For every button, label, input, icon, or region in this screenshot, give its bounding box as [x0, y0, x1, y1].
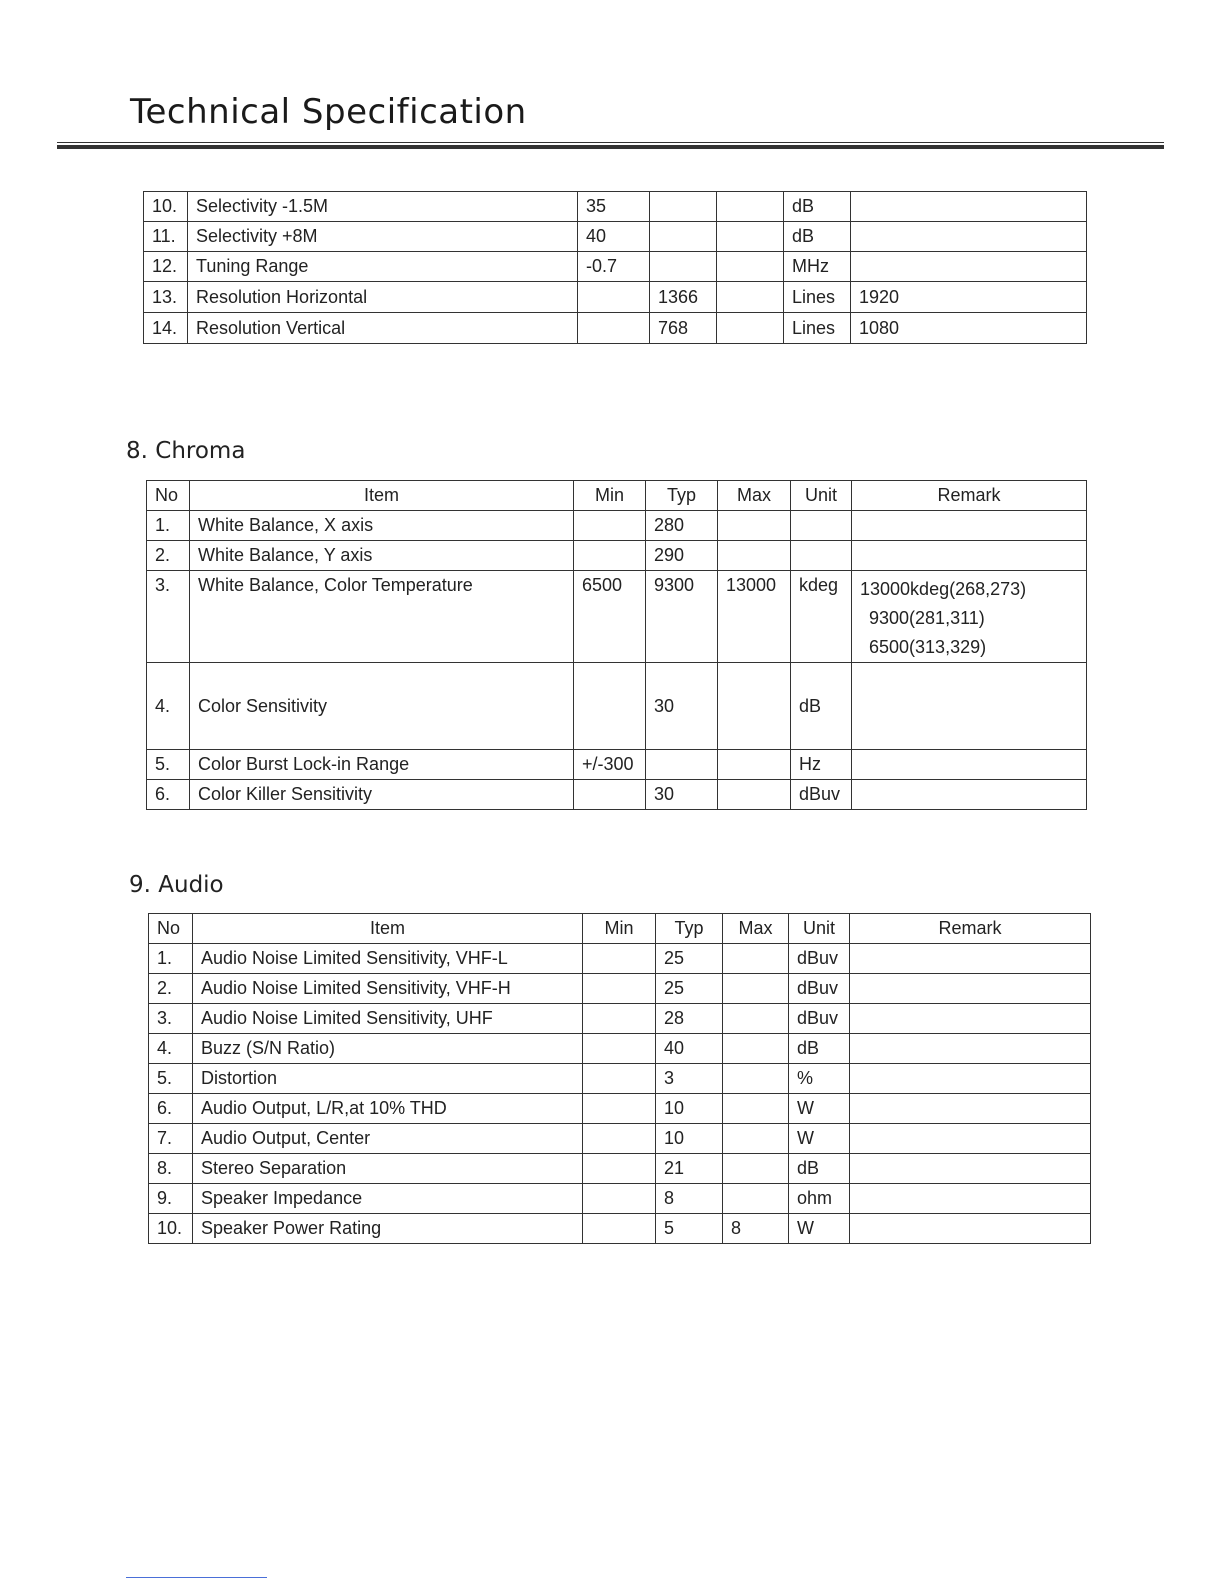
cell-remark: [852, 750, 1087, 780]
cell-max: [717, 192, 784, 222]
cell-item: Audio Noise Limited Sensitivity, VHF-H: [193, 974, 583, 1004]
page-title: Technical Specification: [130, 92, 527, 132]
cell-min: [574, 541, 646, 571]
column-header-no: No: [149, 914, 193, 944]
header-divider-thick: [57, 145, 1164, 149]
cell-unit: [791, 541, 852, 571]
cell-unit: dB: [784, 222, 851, 252]
table-row: [149, 1034, 1091, 1064]
cell-max: [718, 750, 791, 780]
cell-typ: [646, 750, 718, 780]
cell-min: [583, 1064, 656, 1094]
table-row: [144, 282, 1087, 313]
cell-min: -0.7: [578, 252, 650, 282]
header-divider-thin: [57, 142, 1164, 143]
cell-min: [578, 282, 650, 313]
cell-typ: 40: [656, 1034, 723, 1064]
video-spec-table: [143, 191, 1087, 344]
cell-typ: 280: [646, 511, 718, 541]
cell-typ: 768: [650, 313, 717, 344]
cell-min: [583, 1094, 656, 1124]
cell-unit: Lines: [784, 282, 851, 313]
table-row: [144, 313, 1087, 344]
column-header-typ: Typ: [656, 914, 723, 944]
cell-unit: Lines: [784, 313, 851, 344]
cell-remark: [850, 1094, 1091, 1124]
column-header-typ: Typ: [646, 481, 718, 511]
cell-min: [574, 780, 646, 810]
cell-remark: [850, 944, 1091, 974]
cell-item: Resolution Vertical: [188, 313, 578, 344]
cell-no: 8.: [149, 1154, 193, 1184]
cell-no: 6.: [147, 780, 190, 810]
cell-min: [574, 663, 646, 750]
table-row: [149, 1004, 1091, 1034]
chroma-table: [146, 480, 1087, 810]
cell-item: White Balance, Color Temperature: [190, 571, 574, 663]
cell-min: 35: [578, 192, 650, 222]
cell-max: [723, 1094, 789, 1124]
cell-max: [723, 1124, 789, 1154]
cell-remark: [851, 222, 1087, 252]
cell-typ: [650, 192, 717, 222]
cell-max: [723, 1184, 789, 1214]
cell-no: 4.: [149, 1034, 193, 1064]
cell-max: [718, 663, 791, 750]
cell-unit: W: [789, 1124, 850, 1154]
column-header-no: No: [147, 481, 190, 511]
cell-typ: 25: [656, 974, 723, 1004]
table-row: [149, 1094, 1091, 1124]
cell-remark: [851, 192, 1087, 222]
cell-typ: 10: [656, 1124, 723, 1154]
cell-remark: [852, 571, 1087, 663]
cell-typ: 3: [656, 1064, 723, 1094]
cell-typ: 30: [646, 780, 718, 810]
cell-item: Color Burst Lock-in Range: [190, 750, 574, 780]
cell-remark: [852, 541, 1087, 571]
cell-unit: dB: [784, 192, 851, 222]
column-header-unit: Unit: [789, 914, 850, 944]
cell-item: Selectivity +8M: [188, 222, 578, 252]
cell-remark: [850, 1124, 1091, 1154]
cell-remark: [850, 1154, 1091, 1184]
cell-max: [723, 974, 789, 1004]
cell-max: [717, 313, 784, 344]
cell-item: Audio Noise Limited Sensitivity, UHF: [193, 1004, 583, 1034]
column-header-min: Min: [574, 481, 646, 511]
table-row: [149, 1154, 1091, 1184]
section-heading-chroma: 8. Chroma: [126, 438, 246, 464]
cell-remark: [850, 1064, 1091, 1094]
cell-item: Color Killer Sensitivity: [190, 780, 574, 810]
cell-remark: [850, 1004, 1091, 1034]
cell-no: 4.: [147, 663, 190, 750]
cell-unit: Hz: [791, 750, 852, 780]
cell-max: 13000: [718, 571, 791, 663]
column-header-max: Max: [723, 914, 789, 944]
cell-typ: 25: [656, 944, 723, 974]
table-row: [149, 1064, 1091, 1094]
cell-typ: 290: [646, 541, 718, 571]
cell-item: Buzz (S/N Ratio): [193, 1034, 583, 1064]
table-header-row: [147, 481, 1087, 511]
column-header-unit: Unit: [791, 481, 852, 511]
cell-max: [717, 282, 784, 313]
cell-no: 2.: [149, 974, 193, 1004]
cell-item: Tuning Range: [188, 252, 578, 282]
table-row: [149, 1124, 1091, 1154]
table-row: [147, 663, 1087, 750]
cell-min: 6500: [574, 571, 646, 663]
cell-max: [723, 944, 789, 974]
cell-typ: 30: [646, 663, 718, 750]
cell-remark: [850, 1034, 1091, 1064]
table-row: [149, 1214, 1091, 1244]
cell-min: [583, 1214, 656, 1244]
cell-item: Stereo Separation: [193, 1154, 583, 1184]
cell-unit: dB: [789, 1154, 850, 1184]
table-row: [149, 1184, 1091, 1214]
cell-item: Speaker Power Rating: [193, 1214, 583, 1244]
cell-unit: %: [789, 1064, 850, 1094]
cell-item: Audio Output, L/R,at 10% THD: [193, 1094, 583, 1124]
cell-item: White Balance, X axis: [190, 511, 574, 541]
table-row: [147, 511, 1087, 541]
cell-typ: 9300: [646, 571, 718, 663]
cell-unit: dBuv: [791, 780, 852, 810]
cell-item: White Balance, Y axis: [190, 541, 574, 571]
column-header-min: Min: [583, 914, 656, 944]
cell-no: 6.: [149, 1094, 193, 1124]
cell-no: 11.: [144, 222, 188, 252]
cell-typ: 28: [656, 1004, 723, 1034]
cell-max: [723, 1004, 789, 1034]
remark-line: 13000kdeg(268,273): [860, 579, 1027, 599]
cell-typ: 21: [656, 1154, 723, 1184]
table-row: [149, 974, 1091, 1004]
cell-no: 14.: [144, 313, 188, 344]
cell-min: [578, 313, 650, 344]
cell-item: Speaker Impedance: [193, 1184, 583, 1214]
section-heading-audio: 9. Audio: [129, 872, 224, 898]
column-header-item: Item: [193, 914, 583, 944]
cell-unit: kdeg: [791, 571, 852, 663]
cell-remark: [852, 780, 1087, 810]
cell-typ: [650, 252, 717, 282]
cell-max: [718, 511, 791, 541]
cell-min: [583, 1184, 656, 1214]
column-header-remark: Remark: [852, 481, 1087, 511]
table-row: [147, 541, 1087, 571]
footer-link-underline: [126, 1577, 267, 1578]
cell-typ: 5: [656, 1214, 723, 1244]
table-row: [144, 222, 1087, 252]
cell-no: 9.: [149, 1184, 193, 1214]
cell-min: [583, 1154, 656, 1184]
cell-remark: [850, 974, 1091, 1004]
column-header-item: Item: [190, 481, 574, 511]
cell-no: 3.: [147, 571, 190, 663]
cell-typ: 8: [656, 1184, 723, 1214]
cell-max: [718, 780, 791, 810]
cell-remark: [850, 1214, 1091, 1244]
cell-max: [717, 252, 784, 282]
cell-typ: 1366: [650, 282, 717, 313]
cell-max: [717, 222, 784, 252]
cell-no: 2.: [147, 541, 190, 571]
cell-min: [583, 1004, 656, 1034]
cell-max: [718, 541, 791, 571]
cell-max: [723, 1154, 789, 1184]
cell-max: [723, 1064, 789, 1094]
remark-line: 6500(313,329): [869, 637, 987, 657]
table-row: [144, 192, 1087, 222]
cell-no: 5.: [149, 1064, 193, 1094]
cell-min: [574, 511, 646, 541]
cell-no: 1.: [147, 511, 190, 541]
cell-min: 40: [578, 222, 650, 252]
cell-min: [583, 1124, 656, 1154]
cell-unit: dB: [789, 1034, 850, 1064]
cell-remark: [852, 663, 1087, 750]
cell-no: 1.: [149, 944, 193, 974]
cell-unit: MHz: [784, 252, 851, 282]
cell-unit: W: [789, 1214, 850, 1244]
cell-unit: [791, 511, 852, 541]
cell-min: [583, 974, 656, 1004]
cell-max: [723, 1034, 789, 1064]
table-row: [149, 944, 1091, 974]
cell-no: 3.: [149, 1004, 193, 1034]
table-header-row: [149, 914, 1091, 944]
column-header-remark: Remark: [850, 914, 1091, 944]
cell-remark: [850, 1184, 1091, 1214]
remark-line: 9300(281,311): [869, 608, 985, 628]
cell-typ: [650, 222, 717, 252]
cell-no: 10.: [149, 1214, 193, 1244]
table-row: [147, 780, 1087, 810]
cell-min: [583, 944, 656, 974]
table-row: [147, 750, 1087, 780]
cell-no: 13.: [144, 282, 188, 313]
cell-remark: [852, 511, 1087, 541]
cell-no: 5.: [147, 750, 190, 780]
cell-unit: dBuv: [789, 974, 850, 1004]
cell-unit: ohm: [789, 1184, 850, 1214]
cell-typ: 10: [656, 1094, 723, 1124]
cell-remark: 1920: [851, 282, 1087, 313]
cell-remark: 1080: [851, 313, 1087, 344]
column-header-max: Max: [718, 481, 791, 511]
cell-item: Distortion: [193, 1064, 583, 1094]
cell-item: Audio Noise Limited Sensitivity, VHF-L: [193, 944, 583, 974]
cell-item: Color Sensitivity: [190, 663, 574, 750]
cell-min: [583, 1034, 656, 1064]
cell-item: Selectivity -1.5M: [188, 192, 578, 222]
cell-no: 7.: [149, 1124, 193, 1154]
audio-table: [148, 913, 1091, 1244]
cell-unit: dBuv: [789, 1004, 850, 1034]
cell-item: Audio Output, Center: [193, 1124, 583, 1154]
cell-no: 10.: [144, 192, 188, 222]
cell-remark: [851, 252, 1087, 282]
table-row: [144, 252, 1087, 282]
cell-no: 12.: [144, 252, 188, 282]
cell-min: +/-300: [574, 750, 646, 780]
cell-unit: dBuv: [789, 944, 850, 974]
cell-max: 8: [723, 1214, 789, 1244]
cell-unit: W: [789, 1094, 850, 1124]
cell-unit: dB: [791, 663, 852, 750]
table-row: [147, 571, 1087, 663]
cell-item: Resolution Horizontal: [188, 282, 578, 313]
